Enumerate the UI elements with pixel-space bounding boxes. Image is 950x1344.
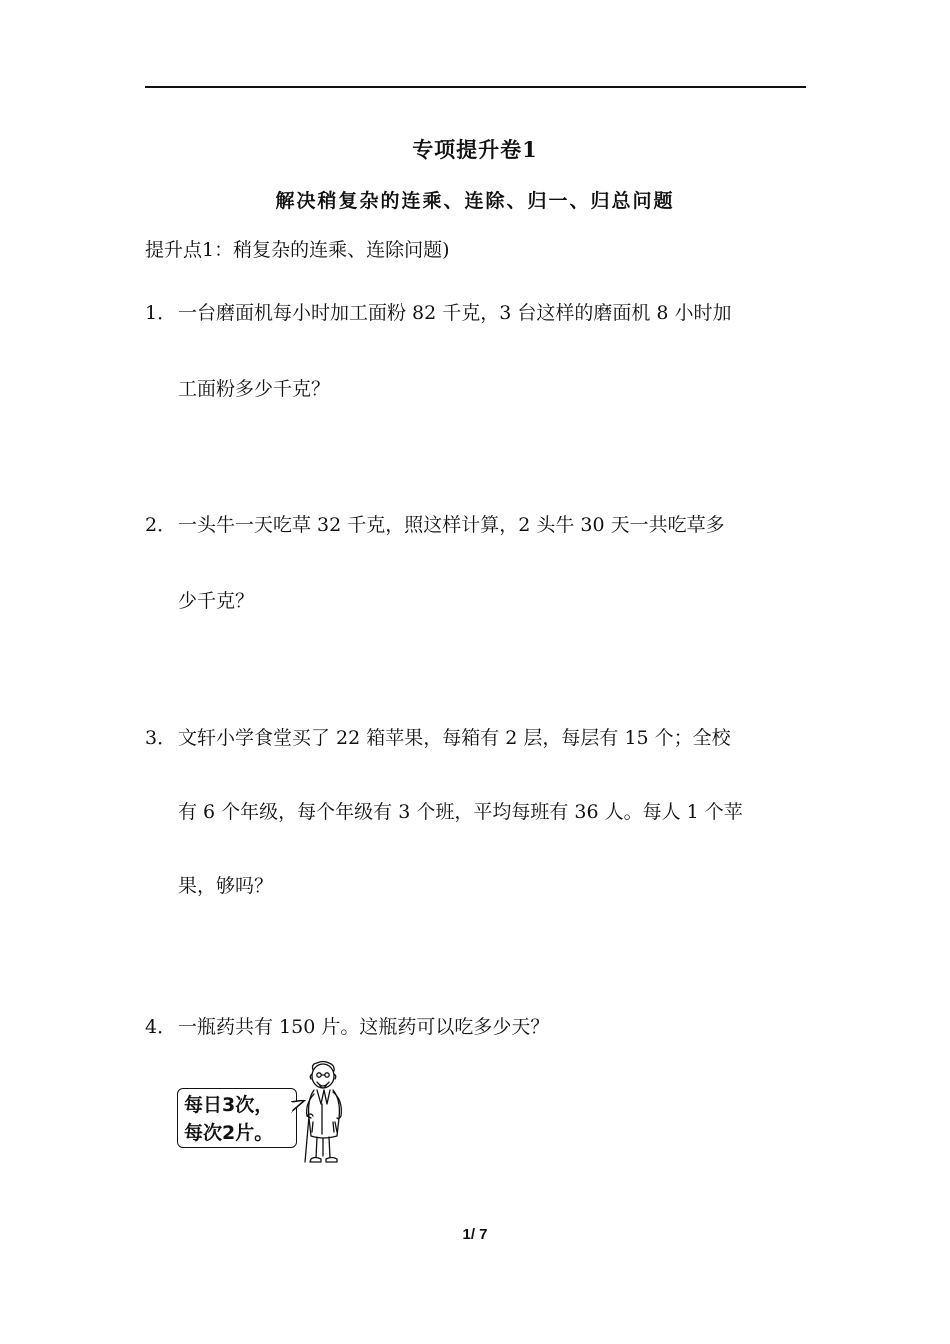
question-text-line: 一头牛一天吃草 32 千克，照这样计算，2 头牛 30 天一共吃草多 (178, 514, 725, 536)
question-text-line: 果，够吗？ (178, 875, 274, 897)
page-subtitle: 解决稍复杂的连乘、连除、归一、归总问题 (275, 190, 675, 212)
question-text-line: 有 6 个年级，每个年级有 3 个班，平均每班有 36 人。每人 1 个苹 (178, 801, 743, 823)
section-heading: 提升点1：稍复杂的连乘、连除问题) (145, 239, 450, 261)
speech-line-2: 每次2片。 (184, 1122, 274, 1144)
question-text-line: 少千克？ (178, 590, 255, 612)
page-number: 1/ 7 (462, 1226, 488, 1243)
question-text-line: 文轩小学食堂买了 22 箱苹果，每箱有 2 层，每层有 15 个；全校 (178, 727, 731, 749)
question-number: 2． (145, 514, 177, 536)
page-title: 专项提升卷1 (412, 137, 538, 162)
speech-line-1: 每日3次， (184, 1094, 274, 1116)
header-rule (145, 86, 806, 88)
question-number: 3． (145, 727, 177, 749)
question-text-line: 一瓶药共有 150 片。这瓶药可以吃多少天？ (178, 1016, 550, 1038)
medicine-illustration (173, 1060, 363, 1170)
question-number: 1． (145, 302, 177, 324)
question-number: 4． (145, 1016, 177, 1038)
question-text-line: 一台磨面机每小时加工面粉 82 千克，3 台这样的磨面机 8 小时加 (178, 302, 732, 324)
elderly-man-with-cane-icon (297, 1060, 359, 1168)
question-text-line: 工面粉多少千克？ (178, 378, 331, 400)
